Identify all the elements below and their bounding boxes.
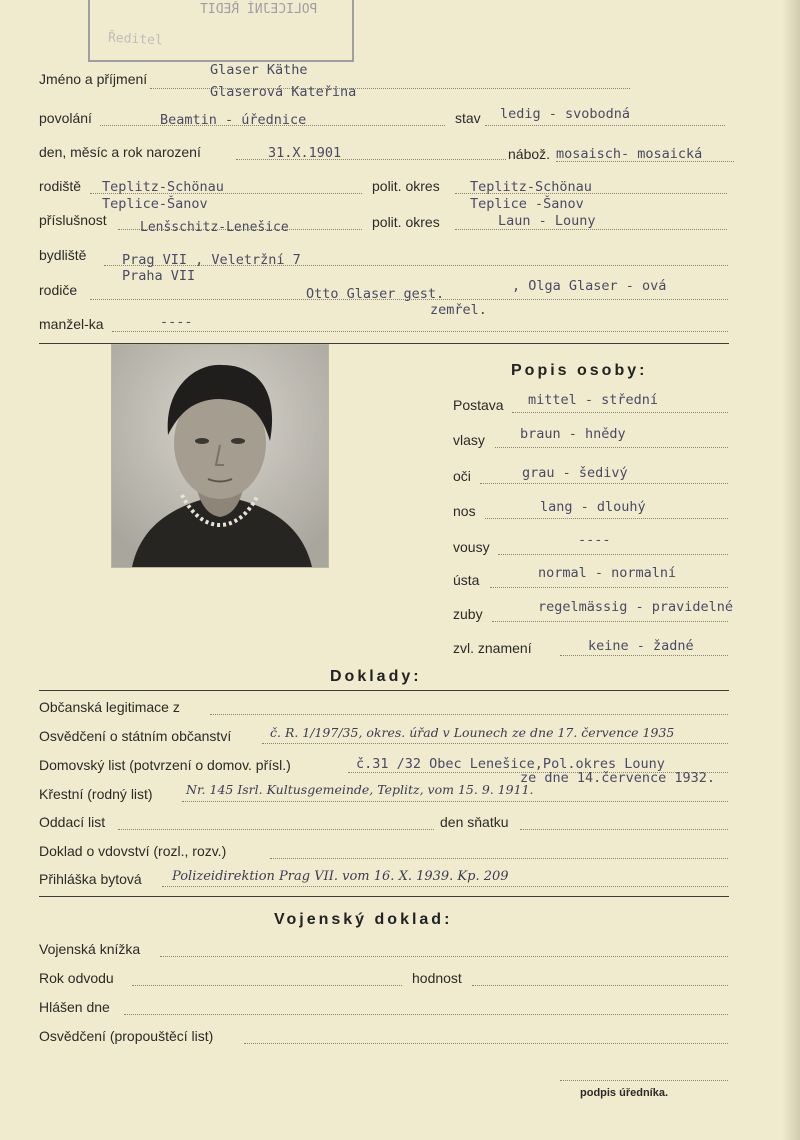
- hair-label: vlasy: [453, 432, 485, 448]
- dotted-line: [182, 801, 728, 802]
- birthplace-value-1: Teplitz-Schönau: [102, 179, 224, 195]
- baptism-label: Křestní (rodný list): [39, 786, 153, 802]
- name-label: Jméno a příjmení: [39, 71, 148, 87]
- registration-value: Polizeidirektion Prag VII. vom 16. X. 1939. Kp. 209: [172, 869, 509, 884]
- dotted-line: [455, 229, 727, 230]
- reported-label: Hlášen dne: [39, 999, 110, 1015]
- dotted-line: [490, 587, 728, 588]
- hair-value: braun - hnědy: [520, 426, 626, 442]
- stamp-text-2: Ředitel: [107, 30, 164, 49]
- status-value: ledig - svobodná: [500, 106, 631, 122]
- baptism-value: Nr. 145 Isrl. Kultusgemeinde, Teplitz, vom 15. 9. 1911.: [186, 782, 534, 797]
- dotted-line: [160, 956, 728, 957]
- section-rule: [39, 690, 729, 691]
- build-value: mittel - střední: [528, 392, 659, 408]
- dotted-line: [480, 483, 728, 484]
- year-label: Rok odvodu: [39, 970, 114, 986]
- dotted-line: [485, 125, 725, 126]
- residence-value-1: Prag VII , Veletržní 7: [122, 252, 301, 268]
- dotted-line: [124, 1014, 728, 1015]
- religion-label: nábož.: [508, 146, 551, 162]
- residence-label: bydliště: [39, 247, 87, 263]
- registration-label: Přihláška bytová: [39, 871, 142, 887]
- nose-label: nos: [453, 503, 476, 519]
- dotted-line: [132, 985, 402, 986]
- spouse-value: ----: [160, 314, 193, 330]
- birthplace-label: rodiště: [39, 178, 82, 194]
- mother-value: , Olga Glaser - ová: [512, 278, 667, 294]
- dotted-line: [162, 886, 728, 887]
- citizenship-label: Osvědčení o státním občanství: [39, 728, 232, 744]
- home-label: Domovský list (potvrzení o domov. přísl.): [39, 757, 291, 773]
- citizenship-value: č. R. 1/197/35, okres. úřad v Lounech ze dne 17. července 1935: [270, 725, 675, 740]
- section-rule: [39, 896, 729, 897]
- beard-label: vousy: [453, 539, 490, 555]
- wedding-day-label: den sňatku: [440, 814, 509, 830]
- eyes-value: grau - šedivý: [522, 465, 628, 481]
- birthplace-value-2: Teplice-Šanov: [102, 196, 208, 212]
- signature-label: podpis úředníka.: [580, 1087, 669, 1099]
- name-value-2: Glaserová Kateřina: [210, 84, 357, 100]
- police-stamp: [88, 0, 354, 62]
- religion-value: mosaisch- mosaická: [556, 146, 703, 162]
- dotted-line: [560, 655, 728, 656]
- rank-label: hodnost: [412, 970, 462, 986]
- marks-value: keine - žadné: [588, 638, 694, 654]
- dotted-line: [244, 1043, 728, 1044]
- occupation-value: Beamtin - úřednice: [160, 112, 307, 128]
- district-value-1: Teplitz-Schönau: [470, 179, 592, 195]
- dotted-line: [270, 858, 728, 859]
- domicile-label: příslušnost: [39, 212, 107, 228]
- portrait-image: [112, 345, 328, 567]
- dotted-line: [485, 518, 728, 519]
- birth-value: 31.X.1901: [268, 145, 342, 161]
- spouse-label: manžel-ka: [39, 316, 104, 332]
- district-value-1b: Teplice -Šanov: [470, 196, 584, 212]
- eyes-label: oči: [453, 468, 471, 484]
- teeth-label: zuby: [453, 606, 483, 622]
- domicile-value: Lenšschitz-Lenešice: [140, 220, 289, 235]
- parents-label: rodiče: [39, 282, 78, 298]
- teeth-value: regelmässig - pravidelné: [538, 599, 734, 615]
- dotted-line: [118, 829, 434, 830]
- occupation-label: povolání: [39, 110, 92, 126]
- dotted-line: [472, 985, 728, 986]
- dotted-line: [498, 554, 728, 555]
- district-value-2: Laun - Louny: [498, 213, 596, 229]
- description-heading: Popis osoby:: [511, 362, 648, 379]
- marriage-label: Oddací list: [39, 814, 106, 830]
- nose-value: lang - dlouhý: [540, 499, 646, 515]
- dotted-line: [512, 412, 728, 413]
- father-note: zemřel.: [430, 302, 487, 318]
- dotted-line: [210, 714, 728, 715]
- status-label: stav: [455, 110, 481, 126]
- home-value: č.31 /32 Obec Lenešice,Pol.okres Louny: [356, 756, 665, 772]
- name-value-1: Glaser Käthe: [210, 62, 308, 78]
- district-label-2: polit. okres: [372, 214, 440, 230]
- discharge-label: Osvědčení (propouštěcí list): [39, 1028, 214, 1044]
- widow-label: Doklad o vdovství (rozl., rozv.): [39, 843, 227, 859]
- dotted-line: [520, 829, 728, 830]
- father-value: Otto Glaser gest.: [306, 286, 445, 302]
- documents-heading: Doklady:: [330, 668, 422, 685]
- signature-line: [560, 1080, 728, 1081]
- military-book-label: Vojenská knížka: [39, 941, 141, 957]
- birth-label: den, měsíc a rok narození: [39, 144, 201, 160]
- dotted-line: [262, 743, 728, 744]
- home-date: ze dne 14.července 1932.: [520, 770, 716, 786]
- build-label: Postava: [453, 397, 504, 413]
- beard-value: ----: [578, 532, 611, 548]
- residence-value-2: Praha VII: [122, 268, 196, 284]
- id-card-label: Občanská legitimace z: [39, 699, 180, 715]
- dotted-line: [112, 331, 728, 332]
- mouth-label: ústa: [453, 572, 480, 588]
- portrait-photo: [111, 344, 329, 568]
- dotted-line: [492, 621, 728, 622]
- dotted-line: [495, 447, 728, 448]
- mouth-value: normal - normalní: [538, 565, 677, 581]
- marks-label: zvl. znamení: [453, 640, 532, 656]
- stamp-text-1: POLICEJNÍ ŘEDIT: [200, 2, 318, 17]
- military-heading: Vojenský doklad:: [274, 911, 453, 928]
- district-label-1: polit. okres: [372, 178, 440, 194]
